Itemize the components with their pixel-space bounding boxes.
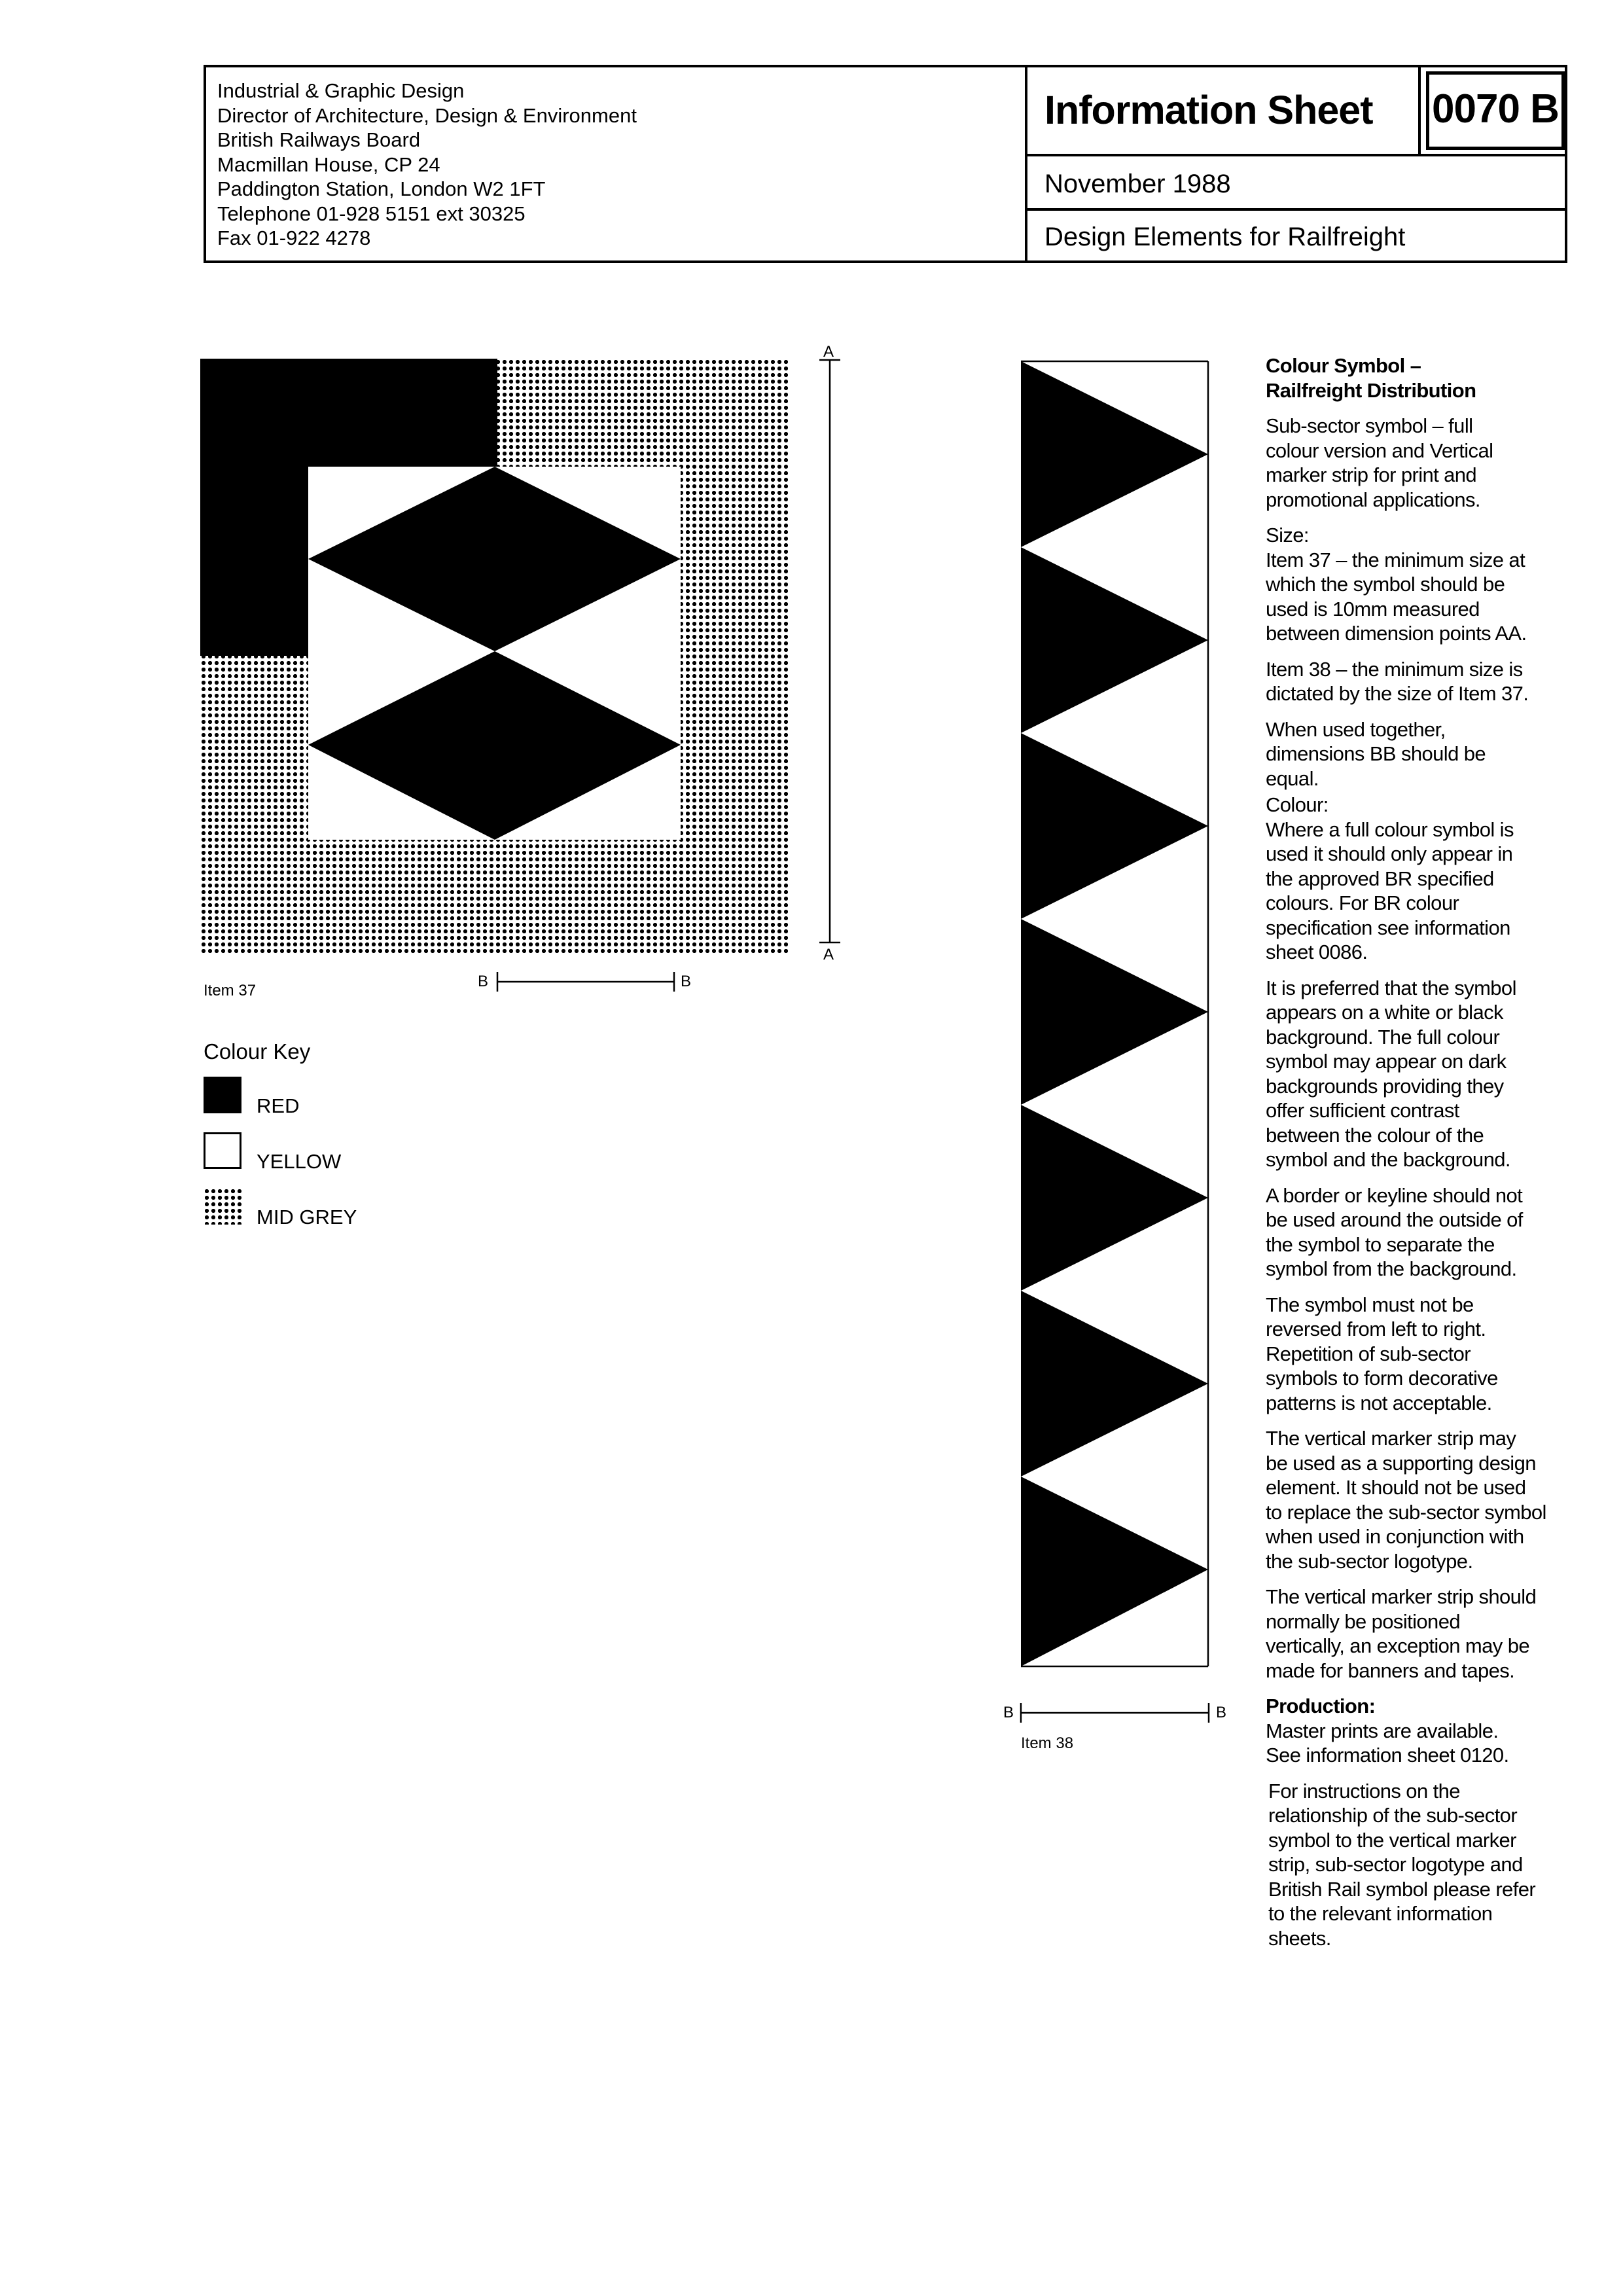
text-line: For instructions on the	[1268, 1779, 1460, 1803]
swatch-yellow	[204, 1132, 241, 1169]
title-block	[1027, 67, 1565, 260]
lower-diamond	[308, 651, 681, 840]
text-line: offer sufficient contrast	[1266, 1099, 1459, 1122]
address-line: Fax 01-922 4278	[217, 226, 371, 249]
text-line: sheets.	[1268, 1926, 1331, 1950]
size-paragraph	[1266, 523, 1567, 646]
header-box	[204, 65, 1567, 263]
text-line: A border or keyline should not	[1266, 1183, 1523, 1207]
dimension-label-a-bottom: A	[823, 946, 834, 963]
text-line: equal.	[1266, 766, 1319, 790]
production-paragraph	[1266, 1694, 1567, 1768]
text-line: be used as a supporting design	[1266, 1451, 1536, 1475]
sheet-subject: Design Elements for Railfreight	[1044, 223, 1406, 251]
dimension-line-a	[812, 357, 851, 946]
item38-paragraph	[1266, 657, 1567, 706]
together-paragraph	[1266, 717, 1567, 791]
text-line: dictated by the size of Item 37.	[1266, 682, 1529, 705]
page-title: Information Sheet	[1044, 88, 1373, 132]
address-line: Telephone 01-928 5151 ext 30325	[217, 202, 526, 225]
text-line: symbol and the background.	[1266, 1148, 1510, 1171]
text-line: Where a full colour symbol is	[1266, 817, 1514, 841]
text-line: normally be positioned	[1266, 1609, 1460, 1633]
text-line: relationship of the sub-sector	[1268, 1804, 1518, 1827]
swatch-yellow-label: YELLOW	[257, 1150, 342, 1173]
dimension-line-b-item38	[1018, 1700, 1214, 1726]
dimension-label-a-top: A	[823, 343, 834, 361]
text-line: the symbol to separate the	[1266, 1232, 1495, 1256]
text-line: between dimension points AA.	[1266, 622, 1527, 645]
text-line: sheet 0086.	[1266, 941, 1368, 963]
text-line: appears on a white or black	[1266, 1001, 1503, 1024]
size-label: Size:	[1266, 524, 1309, 547]
text-line: reversed from left to right.	[1266, 1318, 1486, 1340]
address-line: Macmillan House, CP 24	[217, 152, 440, 176]
text-line: strip, sub-sector logotype and	[1268, 1853, 1523, 1876]
text-line: used is 10mm measured	[1266, 597, 1480, 620]
sheet-number: 0070 B	[1426, 71, 1565, 150]
swatch-mid-grey-label: MID GREY	[257, 1206, 357, 1229]
text-line: background. The full colour	[1266, 1025, 1500, 1049]
heading-line: Colour Symbol –	[1266, 354, 1421, 377]
colour-key-title: Colour Key	[204, 1039, 311, 1064]
text-line: The vertical marker strip should	[1266, 1585, 1537, 1608]
text-line: Sub-sector symbol – full	[1266, 414, 1473, 437]
text-line: specification see information	[1266, 916, 1510, 939]
text-line: which the symbol should be	[1266, 573, 1505, 596]
upper-diamond	[308, 467, 681, 651]
vertical-marker-strip	[1021, 353, 1217, 1682]
item-37-caption: Item 37	[204, 982, 257, 999]
text-line: to replace the sub-sector symbol	[1266, 1500, 1546, 1524]
text-line: vertically, an exception may be	[1266, 1634, 1529, 1657]
instructions-paragraph	[1266, 1779, 1567, 1951]
background-paragraph	[1266, 976, 1567, 1172]
text-line: Item 38 – the minimum size is	[1266, 657, 1523, 681]
text-line: between the colour of the	[1266, 1123, 1484, 1147]
intro-paragraph	[1266, 414, 1567, 512]
text-line: symbol to the vertical marker	[1268, 1828, 1516, 1852]
swatch-mid-grey	[204, 1188, 241, 1225]
text-line: marker strip for print and	[1266, 463, 1477, 486]
swatch-red-label: RED	[257, 1094, 300, 1117]
text-line: The symbol must not be	[1266, 1293, 1474, 1316]
section-heading	[1266, 353, 1567, 403]
text-line: when used in conjunction with	[1266, 1525, 1524, 1548]
text-line: the sub-sector logotype.	[1266, 1549, 1473, 1573]
colour-label: Colour:	[1266, 793, 1329, 816]
item38-dimension-label-b-left: B	[1003, 1704, 1014, 1721]
text-line: be used around the outside of	[1266, 1208, 1523, 1231]
text-line: used it should only appear in	[1266, 842, 1513, 865]
text-line: to the relevant information	[1268, 1902, 1493, 1925]
colour-paragraph	[1266, 793, 1567, 965]
address-line: Director of Architecture, Design & Environment	[217, 103, 637, 127]
text-line: colour version and Vertical	[1266, 439, 1493, 462]
text-line: symbol from the background.	[1266, 1257, 1517, 1280]
railfreight-distribution-symbol	[200, 359, 790, 954]
text-line: symbol may appear on dark	[1266, 1050, 1507, 1073]
strip-triangle	[1021, 1291, 1208, 1477]
address-block	[206, 67, 1027, 260]
strip-triangle	[1021, 733, 1208, 919]
strip-triangle	[1021, 1477, 1208, 1666]
strip-triangle	[1021, 547, 1208, 733]
address-line: British Railways Board	[217, 128, 421, 151]
sheet-number-cell	[1418, 67, 1570, 154]
diamond-pair	[200, 359, 790, 954]
reverse-paragraph	[1266, 1293, 1567, 1416]
text-line: Item 37 – the minimum size at	[1266, 548, 1525, 571]
text-line: made for banners and tapes.	[1266, 1659, 1515, 1682]
text-line: element. It should not be used	[1266, 1476, 1526, 1499]
strip-triangle	[1021, 919, 1208, 1105]
item38-dimension-label-b-right: B	[1216, 1704, 1227, 1721]
item-38-caption: Item 38	[1021, 1734, 1074, 1752]
position-paragraph	[1266, 1585, 1567, 1683]
address-line: Paddington Station, London W2 1FT	[217, 177, 546, 200]
strip-triangle	[1021, 361, 1208, 547]
dimension-label-b-right: B	[681, 973, 692, 990]
text-line: When used together,	[1266, 717, 1446, 741]
text-line: symbols to form decorative	[1266, 1367, 1498, 1390]
text-line: See information sheet 0120.	[1266, 1744, 1509, 1767]
swatch-red	[204, 1077, 241, 1113]
text-line: colours. For BR colour	[1266, 891, 1459, 914]
strip-paragraph	[1266, 1426, 1567, 1573]
address-line: Industrial & Graphic Design	[217, 79, 465, 102]
text-line: The vertical marker strip may	[1266, 1427, 1516, 1450]
text-line: backgrounds providing they	[1266, 1074, 1504, 1098]
text-line: patterns is not acceptable.	[1266, 1391, 1492, 1414]
dimension-line-b-item37	[494, 969, 677, 995]
text-line: It is preferred that the symbol	[1266, 976, 1516, 999]
border-paragraph	[1266, 1183, 1567, 1282]
text-line: Master prints are available.	[1266, 1719, 1499, 1742]
production-label: Production:	[1266, 1695, 1376, 1717]
text-line: the approved BR specified	[1266, 867, 1494, 890]
heading-line: Railfreight Distribution	[1266, 378, 1476, 402]
text-line: Repetition of sub-sector	[1266, 1342, 1471, 1365]
text-line: British Rail symbol please refer	[1268, 1877, 1536, 1901]
issue-date: November 1988	[1027, 156, 1565, 211]
text-line: promotional applications.	[1266, 488, 1480, 511]
strip-triangle	[1021, 1105, 1208, 1291]
dimension-label-b-left: B	[478, 973, 489, 990]
description-column	[1266, 353, 1567, 1962]
text-line: dimensions BB should be	[1266, 742, 1486, 765]
title-cell	[1027, 67, 1565, 156]
